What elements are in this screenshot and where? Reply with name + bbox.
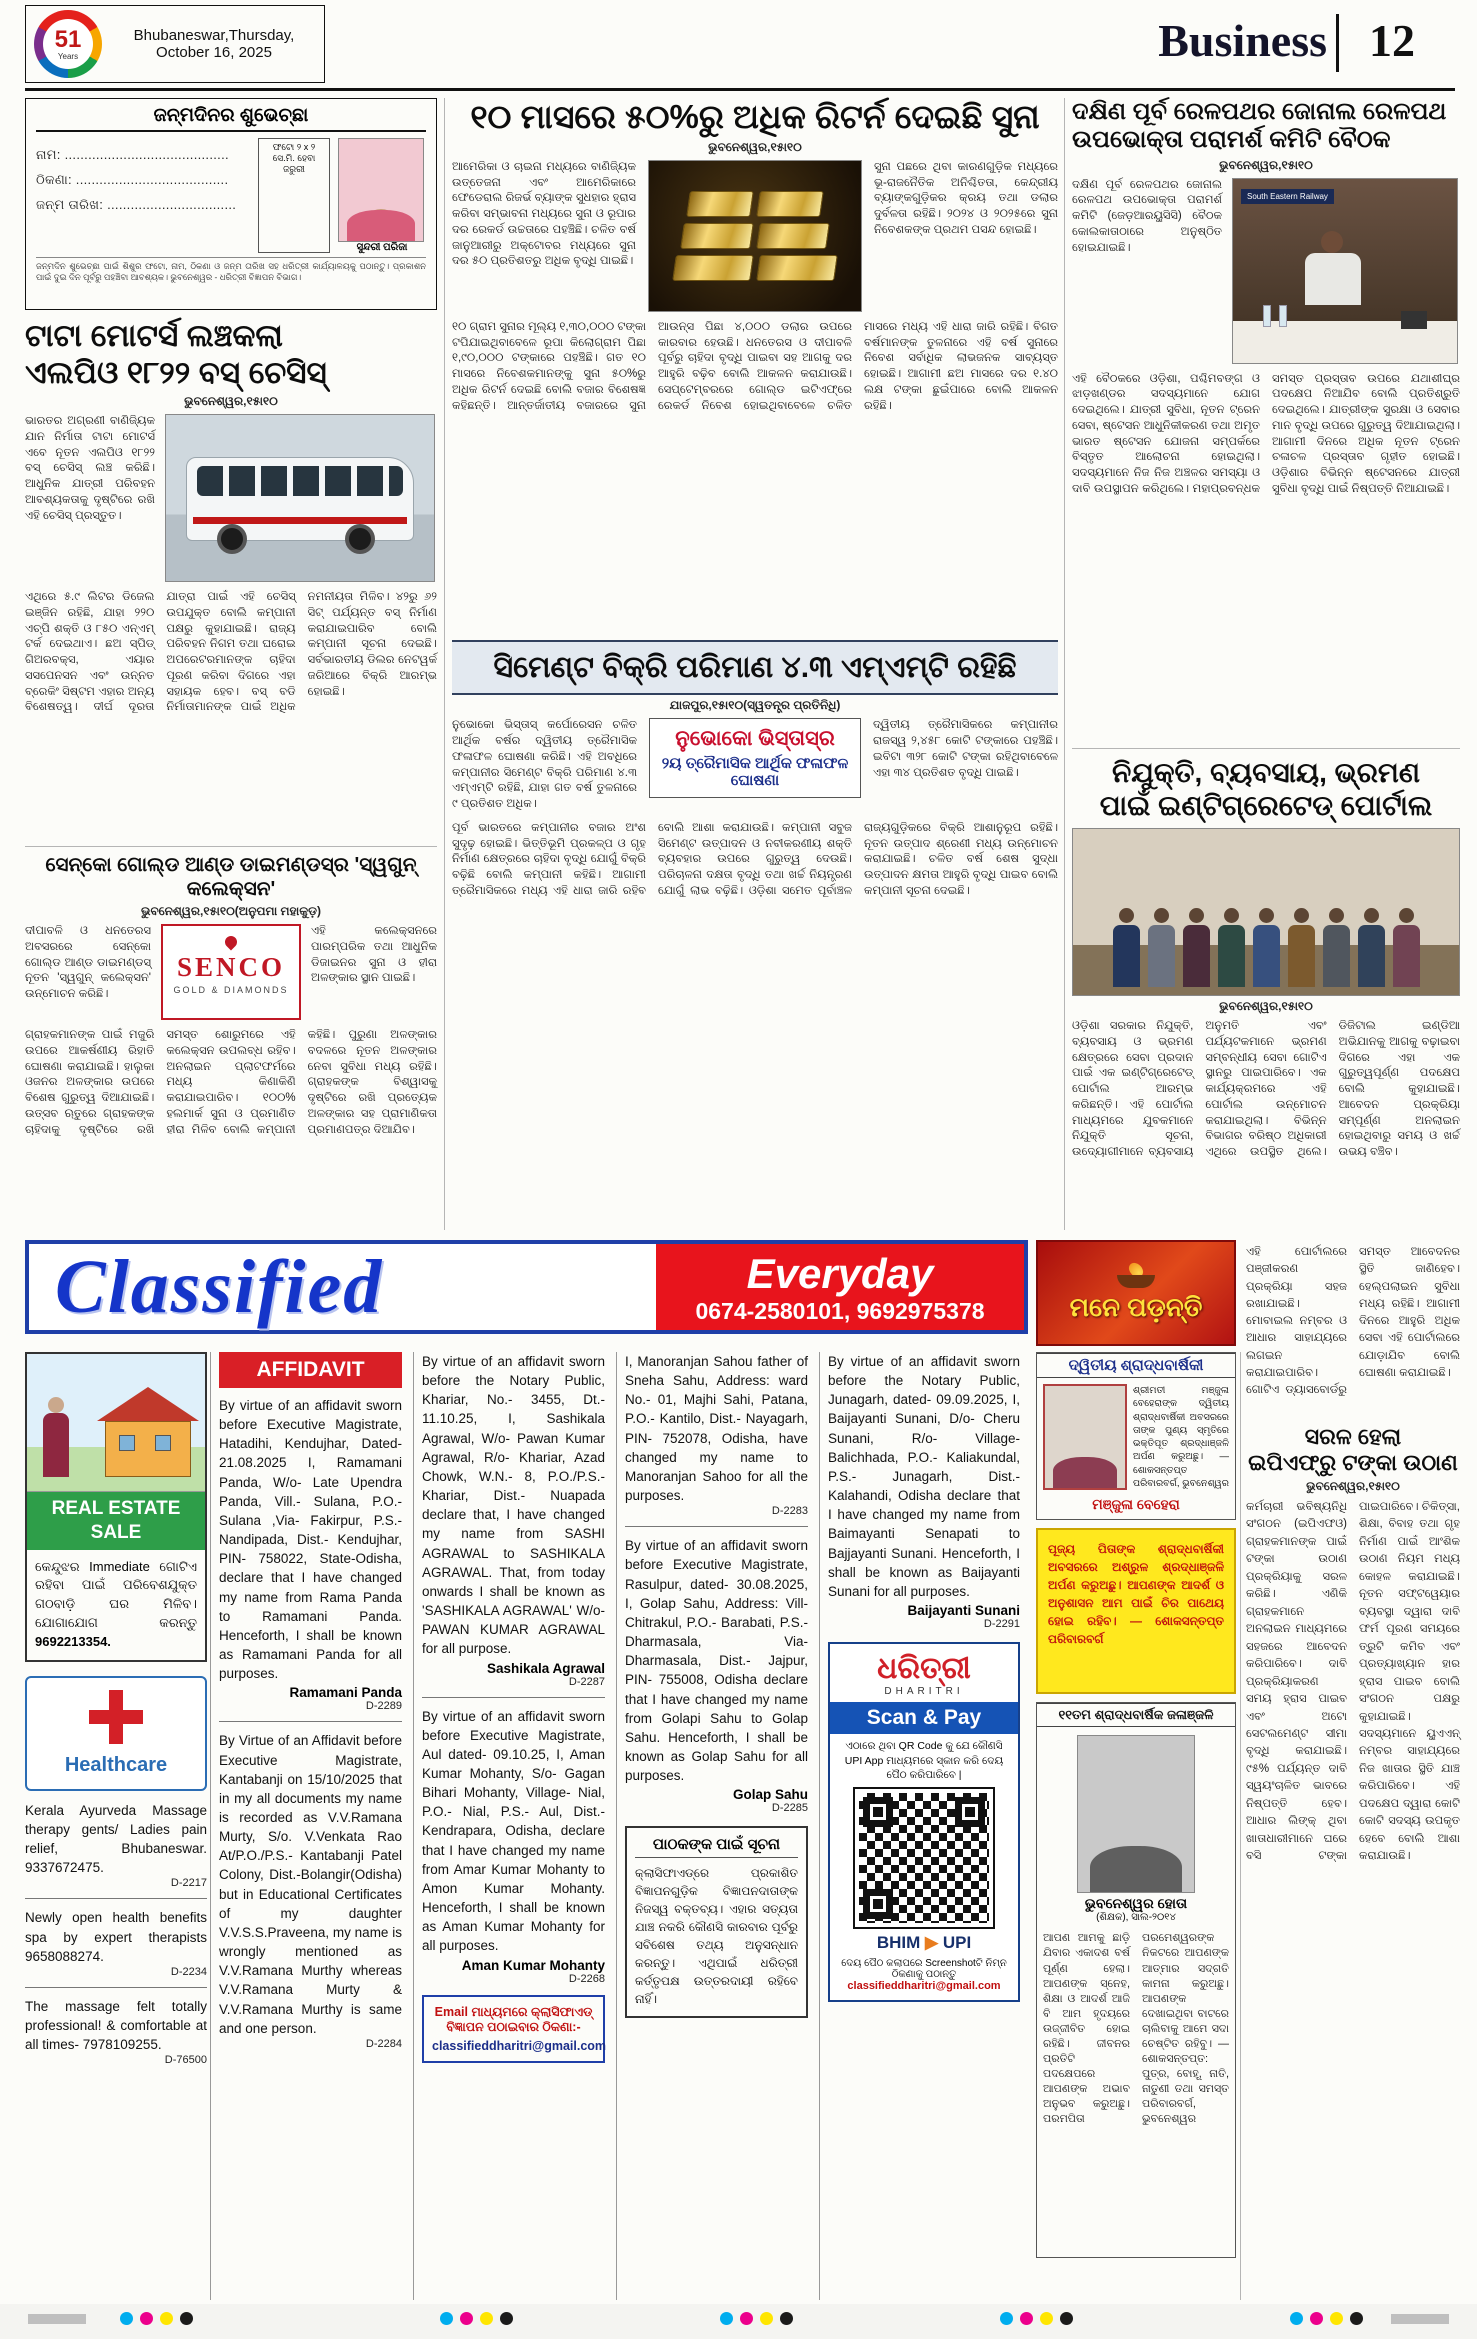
healthcare-ad-2-code: D-2234	[170, 1965, 207, 1978]
reader-notice-box	[625, 1826, 808, 2018]
memorial-ad-1	[1036, 1352, 1236, 1520]
affidavit-1-code: D-2289	[365, 1700, 402, 1713]
railway-body-lead: ଦକ୍ଷିଣ ପୂର୍ବ ରେଳପଥର ଜୋନାଲ ରେଳପଥ ଉପଭୋକ୍ତା ପରାମର୍ଶ କମିଟି (ଜେଡ଼ଆରୟୁସିସି) ବୈଠକ କୋଲକାତାଠାରେ ଅନୁଷ୍ଠିତ ହୋଇଯାଇଛି।	[1072, 178, 1222, 254]
birthday-wishes-box	[25, 98, 437, 310]
epf-byline: ଭୁବନେଶ୍ୱର,୧୫ା୧୦	[1306, 1478, 1400, 1493]
scan-pay-footer: ଦେୟ ପୈଠ କଲାପରେ Screenshotଟି ନିମ୍ନ ଠିକଣାକୁ ପଠାନ୍ତୁ	[841, 1958, 1007, 1981]
qr-code	[855, 1789, 993, 1927]
memorial-1-details: ଶ୍ରୀମତୀ ମଞ୍ଜୁଳା ବେହେରାଙ୍କ ଦ୍ୱିତୀୟ ଶ୍ରାଦ୍ଧବାର୍ଷିକୀ ଅବସରରେ ତାଙ୍କ ପୁଣ୍ୟ ସ୍ମୃତିରେ ଭକ୍ତିପୂତ ଶ୍ରଦ୍ଧାଞ୍ଜଳି ଅର୍ପଣ କରୁଅଛୁ। — ଶୋକସନ୍ତପ୍ତ ପରିବାରବର୍ଗ, ଭୁବନେଶ୍ୱର	[1133, 1385, 1229, 1490]
affidavit-4-body: By virtue of an affidavit sworn before Executive Magistrate, Aul dated- 09.10.25, I, Aman Kumar Mohanty, S/o- Gagan Bihari Mohanty, Village- Nial, P.O.- Nial, P.S.- Aul, Dist.- Kendrapara, Odisha, declare that I have changed my name from Amar Kumar Mohanty to Amon Kumar Mohanty. Henceforth, I shall be known as Aman Kumar Mohanty for all purposes.	[422, 1708, 605, 1954]
memorial-2-header: ୧୧ତମ ଶ୍ରାଦ୍ଧବାର୍ଷିକ ଜଳାଞ୍ଜଳି	[1037, 1703, 1235, 1727]
cement-headline: ସିମେଣ୍ଟ ବିକ୍ରି ପରିମାଣ ୪.୩ ଏମ୍ଏମ୍ଟି ରହିଛି	[452, 640, 1058, 695]
logo-years: 51	[54, 25, 82, 53]
reader-notice-title: ପାଠକଙ୍କ ପାଇଁ ସୂଚନା	[635, 1836, 798, 1858]
senco-drop-icon	[223, 934, 240, 951]
article-gold	[452, 98, 1058, 630]
railway-byline: ଭୁବନେଶ୍ୱର,୧୫ା୧୦	[1219, 157, 1313, 172]
healthcare-ad-1-body: Kerala Ayurveda Massage therapy gents/ Ladies pain relief, Bhubaneswar. 9337672475.	[25, 1802, 207, 1876]
bottom-strip	[0, 2304, 1477, 2339]
memorial-2-name: ଭୁବନେଶ୍ୱର ହୋତା	[1084, 1895, 1188, 1912]
affidavit-ad	[828, 1352, 1020, 1630]
affidavit-6-code: D-2285	[771, 1802, 808, 1815]
affidavit-ad	[219, 1396, 402, 1712]
affidavit-6-body: By virtue of an affidavit sworn before Executive Magistrate, Rasulpur, dated- 30.08.2025, I, Golap Sahu, Address: Vill- Chitrakul, P.O.- Barabati, P.S.- Dharmasala, Via- Dharmasala, Dist.- Jajpur, PIN- 755008, Odisha declare that I have changed my name from Golapi Sahu to Golap Sahu. Henceforth, I shall be known as Golap Sahu for all purposes.	[625, 1538, 808, 1784]
page-number: 12	[1369, 15, 1415, 66]
medical-cross-icon	[89, 1690, 143, 1744]
ad-divider	[422, 1697, 605, 1698]
article-separator	[1072, 748, 1460, 749]
affidavit-ad	[422, 1352, 605, 1688]
classified-everyday-label: Everyday	[746, 1249, 934, 1297]
classified-column-3	[413, 1352, 613, 2300]
scan-and-pay-label: Scan & Pay	[830, 1702, 1018, 1734]
real-estate-phone: 9692213354.	[35, 1633, 111, 1649]
email-notice-box	[422, 1995, 605, 2063]
registration-marks	[1000, 2312, 1073, 2325]
affidavit-1-body: By virtue of an affidavit sworn before Executive Magistrate, Hatadihi, Kendujhar, Dated- 21.08.2025 I, Ramamani Panda, W/o- Late Upendra Panda, Vill.- Sulana, P.O.-Sulana ,Via- Fakirpur, P.S.- Nandipada, Dist.- Kendujhar, PIN- 758022, State-Odisha, declare that I have changed my name from Rama Panda to Ramamani Panda. Henceforth, I shall be known as Ramamani Panda for all purposes.	[219, 1398, 402, 1682]
gold-body-rest: ୧୦ ଗ୍ରାମ ସୁନାର ମୂଲ୍ୟ ୧,୩୦,୦୦୦ ଟଙ୍କା ଟପିଯାଇଥିବାବେଳେ ରୂପା କିଲୋଗ୍ରାମ ପିଛା ୧,୯୦,୦୦୦ ଟଙ୍କାରେ ପହଞ୍ଚିଛି। ଗତ ୧୦ ମାସରେ ନିବେଶକମାନଙ୍କୁ ସୁନା ୫୦%ରୁ ଅଧିକ ରିଟର୍ନ ଦେଇଛି ବୋଲି ବଜାର ବିଶେଷଜ୍ଞ କହିଛନ୍ତି। ଆନ୍ତର୍ଜାତୀୟ ବଜାରରେ ସୁନା ଆଉନ୍ସ ପିଛା ୪,୦୦୦ ଡଲାର ଉପରେ କାରବାର ହେଉଛି। ଧନତେରସ ଓ ଦୀପାବଳି ପୂର୍ବରୁ ଚାହିଦା ବୃଦ୍ଧି ପାଇବା ସହ ଆଗକୁ ଦର ଆହୁରି ବଢ଼ିବ ବୋଲି ଆକଳନ କରାଯାଉଛି। ସେପ୍ଟେମ୍ବରରେ ଗୋଲ୍ଡ ଇଟିଏଫ୍‌ରେ ରେକର୍ଡ ନିବେଶ ହୋଇଥିବାବେଳେ ଚଳିତ ମାସରେ ମଧ୍ୟ ଏହି ଧାରା ଜାରି ରହିଛି। ବିଗତ ବର୍ଷମାନଙ୍କ ତୁଳନାରେ ଏହି ବର୍ଷ ସୁନାରେ ନିବେଶ ସର୍ବାଧିକ ଲାଭଜନକ ସାବ୍ୟସ୍ତ ହୋଇଛି। ଆଗାମୀ ଛଅ ମାସରେ ଦର ୧.୪୦ ଲକ୍ଷ ଟଙ୍କା ଛୁଇଁପାରେ ବୋଲି ଆକଳନ ରହିଛି।	[452, 320, 1058, 412]
registration-marks	[1290, 2312, 1363, 2325]
scan-pay-email: classifieddharitri@gmail.com	[847, 1980, 1001, 1993]
tata-headline-line2: ଏଲପିଓ ୧୮୨୨ ବସ୍ ଚେସିସ୍	[25, 354, 327, 390]
scan-pay-instructions: ଏଠାରେ ଥିବା QR Code କୁ ଯେ କୌଣସି UPI App ମାଧ୍ୟମରେ ସ୍କାନ କରି ଦେୟ ପୈଠ କରିପାରିବେ |	[844, 1740, 1004, 1782]
portal-body: ଓଡ଼ିଶା ସରକାର ନିଯୁକ୍ତି, ବ୍ୟବସାୟ ଓ ଭ୍ରମଣ କ୍ଷେତ୍ରରେ ସେବା ପ୍ରଦାନ ପାଇଁ ଏକ ଇଣ୍ଟିଗ୍ରେଟେଡ୍ ପୋର୍ଟାଲ ଆରମ୍ଭ କରିଛନ୍ତି। ଏହି ପୋର୍ଟାଲ ମାଧ୍ୟମରେ ଯୁବକମାନେ ନିଯୁକ୍ତି ସୂଚନା, ଉଦ୍ୟୋଗୀମାନେ ବ୍ୟବସାୟ ଅନୁମତି ଏବଂ ପର୍ଯ୍ୟଟକମାନେ ଭ୍ରମଣ ସମ୍ବନ୍ଧୀୟ ସେବା ଗୋଟିଏ ସ୍ଥାନରୁ ପାଇପାରିବେ। ଏକ କାର୍ଯ୍ୟକ୍ରମରେ ଏହି ପୋର୍ଟାଲ ଉନ୍ମୋଚନ କରାଯାଇଥିଲା। ବିଭିନ୍ନ ବିଭାଗର ବରିଷ୍ଠ ଅଧିକାରୀ ଏଥିରେ ଉପସ୍ଥିତ ଥିଲେ। ଡିଜିଟାଲ ଇଣ୍ଡିଆ ଅଭିଯାନକୁ ଆଗକୁ ବଢ଼ାଇବା ଦିଗରେ ଏହା ଏକ ଗୁରୁତ୍ୱପୂର୍ଣ୍ଣ ପଦକ୍ଷେପ ବୋଲି କୁହାଯାଇଛି। ଆବେଦନ ପ୍ରକ୍ରିୟା ସମ୍ପୂର୍ଣ୍ଣ ଅନଲାଇନ ହୋଇଥିବାରୁ ସମୟ ଓ ଖର୍ଚ୍ଚ ଉଭୟ ବଞ୍ଚିବ।	[1072, 1020, 1460, 1159]
affidavit-ad	[625, 1536, 808, 1814]
article-epf	[1246, 1424, 1460, 2259]
affidavit-4-signature: Aman Kumar Mohanty	[461, 1957, 605, 1973]
senco-body-rest: ଗ୍ରାହକମାନଙ୍କ ପାଇଁ ମଜୁରି ଉପରେ ଆକର୍ଷଣୀୟ ରିହାତି ଘୋଷଣା କରାଯାଇଛି। ହାଲୁକା ଓଜନର ଅଳଙ୍କାର ଉପରେ ବିଶେଷ ଗୁରୁତ୍ୱ ଦିଆଯାଇଛି। ଉତ୍ସବ ଋତୁରେ ଗ୍ରାହକଙ୍କ ଚାହିଦାକୁ ଦୃଷ୍ଟିରେ ରଖି ସମସ୍ତ ଶୋରୁମରେ ଏହି କଲେକ୍ସନ ଉପଲବ୍ଧ ରହିବ। ଅନଲାଇନ ପ୍ଲାଟଫର୍ମରେ ମଧ୍ୟ କିଣାକିଣି କରାଯାଇପାରିବ। ୧୦୦% ହଲମାର୍କ ସୁନା ଓ ପ୍ରମାଣିତ ହୀରା ମିଳିବ ବୋଲି କମ୍ପାନୀ କହିଛି। ପୁରୁଣା ଅଳଙ୍କାର ବଦଳରେ ନୂତନ ଅଳଙ୍କାର ନେବା ସୁବିଧା ମଧ୍ୟ ରହିଛି। ଗ୍ରାହକଙ୍କ ବିଶ୍ୱାସକୁ ଦୃଷ୍ଟିରେ ରଖି ପ୍ରତ୍ୟେକ ଅଳଙ୍କାର ସହ ପ୍ରାମାଣିକତା ପ୍ରମାଣପତ୍ର ଦିଆଯିବ।	[25, 1029, 437, 1136]
portal-body-more: ଏହି ପୋର୍ଟାଲରେ ପଞ୍ଜୀକରଣ ପ୍ରକ୍ରିୟା ସହଜ ରଖାଯାଇଛି। ମୋବାଇଲ ନମ୍ବର ଓ ଆଧାର ସାହାଯ୍ୟରେ ଲଗଇନ କରାଯାଇପାରିବ। ଗୋଟିଏ ଡ୍ୟାସବୋର୍ଡରୁ ସମସ୍ତ ଆବେଦନର ସ୍ଥିତି ଜାଣିହେବ। ହେଲ୍ପଲାଇନ ସୁବିଧା ମଧ୍ୟ ରହିଛି। ଆଗାମୀ ଦିନରେ ଆହୁରି ଅଧିକ ସେବା ଏହି ପୋର୍ଟାଲରେ ଯୋଡ଼ାଯିବ ବୋଲି ଘୋଷଣା କରାଯାଇଛି।	[1246, 1246, 1460, 1396]
registration-marks	[720, 2312, 793, 2325]
classified-banner	[25, 1240, 1028, 1334]
cement-body-left: ନୁଭୋକୋ ଭିସ୍ତାସ୍ କର୍ପୋରେସନ ଚଳିତ ଆର୍ଥିକ ବର୍ଷର ଦ୍ୱିତୀୟ ତ୍ରୈମାସିକ ଫଳାଫଳ ଘୋଷଣା କରିଛି। ଏହି ଅବଧିରେ କମ୍ପାନୀର ସିମେଣ୍ଟ ବିକ୍ରି ପରିମାଣ ୪.୩ ଏମ୍ଏମ୍ଟି ରହିଛି, ଯାହା ଗତ ବର୍ଷ ତୁଳନାରେ ୯ ପ୍ରତିଶତ ଅଧିକ।	[452, 719, 637, 811]
healthcare-label: Healthcare	[64, 1753, 168, 1776]
affidavit-7-body: By virtue of an affidavit sworn before the Notary Public, Junagarh, dated- 09.09.2025, I, Baijayanti Sunani, D/o- Cheru Sunani, R/o- Village- Balichhada, P.O.- Kaliakundal, P.S.- Junagarh, Dist.- Kalahandi, Odisha declare that I have changed my name from Baimayanti Senapati to Bajjayanti Sunani. Henceforth, I shall be known as Baijayanti Sunani for all purposes.	[828, 1354, 1020, 1599]
affidavit-5-code: D-2283	[771, 1505, 808, 1518]
railway-meeting-photo	[1232, 178, 1458, 364]
railway-headline-line1: ଦକ୍ଷିଣ ପୂର୍ବ ରେଳପଥର ଜୋନାଲ ରେଳପଥ	[1072, 98, 1447, 125]
header-rule	[25, 88, 1455, 91]
classified-column-2	[210, 1352, 410, 2300]
healthcare-ad-2	[25, 1908, 207, 1977]
bhim-word: BHIM	[876, 1933, 921, 1953]
article-senco	[25, 854, 437, 1240]
epf-headline-line1: ସରଳ ହେଲା	[1304, 1424, 1402, 1449]
cement-body-right: ଦ୍ୱିତୀୟ ତ୍ରୈମାସିକରେ କମ୍ପାନୀର ରାଜସ୍ୱ ୨,୪୫୮ କୋଟି ଟଙ୍କାରେ ପହଞ୍ଚିଛି। ଇବିଟା ୩୨୮ କୋଟି ଟଙ୍କା ରହିଥିବାବେଳେ ଏହା ୩୪ ପ୍ରତିଶତ ବୃଦ୍ଧି ପାଇଛି।	[873, 719, 1058, 779]
classified-contact-panel	[656, 1244, 1024, 1330]
portal-continuation	[1246, 1244, 1460, 1412]
water-bottle	[1279, 305, 1287, 327]
real-estate-band-line1: REAL ESTATE	[51, 1498, 181, 1519]
memorial-1-name: ମଞ୍ଜୁଳା ବେହେରା	[1092, 1496, 1180, 1513]
dateline-line1: Bhubaneswar,Thursday,	[133, 27, 295, 44]
column-rule	[1064, 98, 1065, 1230]
tata-headline-line1: ଟାଟା ମୋଟର୍ସ ଲଞ୍ଚକଲା	[25, 318, 283, 353]
portal-headline-line2: ପାଇଁ ଇଣ୍ଟିଗ୍ରେଟେଡ୍ ପୋର୍ଟାଲ	[1099, 790, 1433, 822]
remembrance-title: ମନେ ପଡ଼ନ୍ତି	[1069, 1292, 1203, 1322]
affidavit-3-body: By virtue of an affidavit sworn before the Notary Public, Khariar, No.- 3455, Dt.- 11.10.25, I, Sashikala Agrawal, W/o- Pawan Kumar Agrawal, R/o- Khariar, Azad Chowk, W.N.- 8, P.O./P.S.- Khariar, Dist.- Nuapada declare that, I have changed my name from SASHI AGRAWAL to SASHIKALA AGRAWAL. That, from today onwards I shall be known as 'SASHIKALA AGRAWAL' W/o- PAWAN KUMAR AGRAWAL for all purpose.	[422, 1354, 605, 1657]
senco-body-left: ଦୀପାବଳି ଓ ଧନତେରସ ଅବସରରେ ସେନ୍କୋ ଗୋଲ୍ଡ ଆଣ୍ଡ ଡାଇମଣ୍ଡସ୍ ନୂତନ 'ସ୍ୱଗୁନ୍ କଲେକ୍ସନ' ଉନ୍ମୋଚନ କରିଛି।	[25, 925, 151, 1001]
reader-notice-body: କ୍ଲାସିଫାଏଡ୍‌ରେ ପ୍ରକାଶିତ ବିଜ୍ଞାପନଗୁଡ଼ିକ ବିଜ୍ଞାପନଦାତାଙ୍କ ନିଜସ୍ୱ ବକ୍ତବ୍ୟ। ଏହାର ସତ୍ୟତା ଯାଞ୍ଚ ନକରି କୌଣସି କାରବାର ପୂର୍ବରୁ ସବିଶେଷ ତଥ୍ୟ ଅନୁସନ୍ଧାନ କରନ୍ତୁ। ଏଥିପାଇଁ ଧରିତ୍ରୀ କର୍ତ୍ତୃପକ୍ଷ ଉତ୍ତରଦାୟୀ ରହିବେ ନାହିଁ।	[635, 1866, 798, 2007]
article-railway	[1072, 98, 1460, 732]
article-cement	[452, 640, 1058, 1151]
header-divider	[1336, 14, 1339, 72]
affidavit-ad	[625, 1352, 808, 1517]
birthday-photo-note: ଫଟୋ ୨ x ୨ ସେ.ମି. ହେବା ଜରୁରୀ	[258, 138, 330, 253]
gold-body-left: ଆମେରିକା ଓ ଚାଇନା ମଧ୍ୟରେ ବାଣିଜ୍ୟିକ ଉତ୍ତେଜନା ଏବଂ ଆମେରିକାରେ ଫେଡେରାଲ ରିଜର୍ଭ ବ୍ୟାଙ୍କ ସୁଧହାର ହ୍ରାସ କରିବା ସମ୍ଭାବନା ମଧ୍ୟରେ ସୁନା ଓ ରୂପାର ଦର ରେକର୍ଡ ଉଚ୍ଚତାରେ ପହଞ୍ଚିଛି। ଚଳିତ ବର୍ଷ ଜାନୁଆରୀରୁ ଅକ୍ଟୋବର ମଧ୍ୟରେ ସୁନା ଦର ୫୦ ପ୍ରତିଶତରୁ ଅଧିକ ବୃଦ୍ଧି ପାଇଛି।	[452, 160, 636, 268]
memorial-ad-2	[1036, 1702, 1236, 2258]
ad-divider	[219, 1721, 402, 1722]
classified-column-5	[819, 1352, 1028, 2300]
affidavit-3-code: D-2287	[568, 1675, 605, 1688]
affidavit-ad	[422, 1707, 605, 1985]
logo-years-label: Years	[57, 51, 79, 61]
healthcare-ad-3	[25, 1997, 207, 2066]
real-estate-band-line2: SALE	[90, 1521, 142, 1543]
section-title: Business	[1158, 15, 1327, 66]
affidavit-4-code: D-2268	[568, 1972, 605, 1985]
dharitri-scan-pay-box	[828, 1642, 1020, 2002]
affidavit-2-body: By Virtue of an Affidavit before Executive Magistrate, Kantabanji on 15/10/2025 that in my all documents my name is recorded as V.V.Ramana Murty, S/o. V.Venkata Rao At/P.O./P.S.- Kantabanji Patel Colony, Dist.-Bolangir(Odisha) but in Educational Certificates of my daughter V.V.S.S.Praveena, my name is wrongly mentioned as V.V.Ramana Murthy whereas V.V.Ramana Murty & V.V.Ramana Murthy is same and one person.	[219, 1733, 402, 2036]
affidavit-6-signature: Golap Sahu	[732, 1787, 808, 1803]
senco-headline: ସେନ୍କୋ ଗୋଲ୍ଡ ଆଣ୍ଡ ଡାଇମଣ୍ଡସ୍ର 'ସ୍ୱଗୁନ୍ କଲେକ୍ସନ'	[45, 854, 417, 900]
dharitri-brand-odia: ଧରିତ୍ରୀ	[877, 1652, 971, 1686]
upi-word: UPI	[942, 1933, 972, 1953]
column-rule	[1240, 1352, 1241, 2300]
article-portal	[1072, 756, 1460, 1247]
affidavit-header: AFFIDAVIT	[219, 1352, 402, 1388]
senco-byline: ଭୁବନେଶ୍ୱର,୧୫ା୧୦(ଅନୁପମା ମହାକୁଡ଼)	[141, 904, 321, 919]
registration-marks	[440, 2312, 513, 2325]
diya-lamp-icon	[1113, 1262, 1159, 1288]
portal-headline-line1: ନିଯୁକ୍ତି, ବ୍ୟବସାୟ, ଭ୍ରମଣ	[1111, 757, 1421, 788]
child-name: ସୁନ୍ଦରୀ ପରିଜା	[356, 242, 408, 253]
healthcare-ad-3-code: D-76500	[164, 2054, 207, 2067]
memorial-yellow-ad: ପୂଜ୍ୟ ପିତାଙ୍କ ଶ୍ରାଦ୍ଧବାର୍ଷିକୀ ଅବସରରେ ଅଶ୍ରୁଳ ଶ୍ରଦ୍ଧାଞ୍ଜଳି ଅର୍ପଣ କରୁଅଛୁ। ଆପଣଙ୍କ ଆଦର୍ଶ ଓ ଅନୁଶାସନ ଆମ ପାଇଁ ଚିର ପାଥେୟ ହୋଇ ରହିବ। — ଶୋକସନ୍ତପ୍ତ ପରିବାରବର୍ଗ	[1036, 1528, 1236, 1694]
healthcare-ad-2-body: Newly open health benefits spa by expert therapists 9658088274.	[25, 1910, 207, 1964]
bus-photo	[165, 414, 435, 582]
nuvoco-results-box	[649, 718, 861, 798]
column-rule	[444, 98, 445, 1230]
ad-divider	[25, 1987, 207, 1988]
memorial-column	[1036, 1352, 1236, 2258]
registration-bar	[28, 2314, 86, 2324]
upi-triangle-icon: ▶	[925, 1933, 939, 1953]
ad-divider	[25, 1898, 207, 1899]
launch-group-photo	[1072, 828, 1460, 996]
email-notice-label: Email ମାଧ୍ୟମରେ କ୍ଲାସିଫାଏଡ୍ ବିଜ୍ଞାପନ ପଠାଇବାର ଠିକଣା:-	[434, 2004, 593, 2034]
railway-body-rest: ଏହି ବୈଠକରେ ଓଡ଼ିଶା, ପଶ୍ଚିମବଙ୍ଗ ଓ ଝାଡ଼ଖଣ୍ଡର ସଦସ୍ୟମାନେ ଯୋଗ ଦେଇଥିଲେ। ଯାତ୍ରୀ ସୁବିଧା, ନୂତନ ଟ୍ରେନ ସେବା, ଷ୍ଟେସନ ଆଧୁନିକୀକରଣ ତଥା ଅମୃତ ଭାରତ ଷ୍ଟେସନ ଯୋଜନା ସମ୍ପର୍କରେ ବିସ୍ତୃତ ଆଲୋଚନା ହୋଇଥିଲା। ସଦସ୍ୟମାନେ ନିଜ ନିଜ ଅଞ୍ଚଳର ସମସ୍ୟା ଓ ଦାବି ଉପସ୍ଥାପନ କରିଥିଲେ। ମହାପ୍ରବନ୍ଧକ ସମସ୍ତ ପ୍ରସ୍ତାବ ଉପରେ ଯଥାଶୀଘ୍ର ପଦକ୍ଷେପ ନିଆଯିବ ବୋଲି ପ୍ରତିଶ୍ରୁତି ଦେଇଥିଲେ। ଯାତ୍ରୀଙ୍କ ସୁରକ୍ଷା ଓ ସେବାର ମାନ ବୃଦ୍ଧି ଉପରେ ଗୁରୁତ୍ୱ ଦିଆଯାଇଥିଲା। ଆଗାମୀ ଦିନରେ ଅଧିକ ନୂତନ ଟ୍ରେନ ଚଳାଚଳ ପ୍ରସ୍ତାବ ଗୃହୀତ ହୋଇଛି। ଓଡ଼ିଶାର ବିଭିନ୍ନ ଷ୍ଟେସନରେ ଯାତ୍ରୀ ସୁବିଧା ବୃଦ୍ଧି ପାଇଁ ନିଷ୍ପତ୍ତି ନିଆଯାଇଛି।	[1072, 372, 1460, 495]
classified-banner-title: Classified	[55, 1244, 384, 1329]
birthday-field-dob: ଜନ୍ମ ତାରିଖ: .................................	[36, 197, 237, 212]
classified-column-1	[25, 1352, 207, 2300]
speaker-head	[1321, 231, 1343, 253]
cement-body-rest: ପୂର୍ବ ଭାରତରେ କମ୍ପାନୀର ବଜାର ଅଂଶ ସୁଦୃଢ଼ ହୋଇଛି। ଭିତ୍ତିଭୂମି ପ୍ରକଳ୍ପ ଓ ଗୃହ ନିର୍ମାଣ କ୍ଷେତ୍ରରେ ଚାହିଦା ବୃଦ୍ଧି ଯୋଗୁଁ ବିକ୍ରି ବଢ଼ିଛି ବୋଲି କମ୍ପାନୀ କହିଛି। ଆଗାମୀ ତ୍ରୈମାସିକରେ ମଧ୍ୟ ଏହି ଧାରା ଜାରି ରହିବ ବୋଲି ଆଶା କରାଯାଉଛି। କମ୍ପାନୀ ସବୁଜ ସିମେଣ୍ଟ ଉତ୍ପାଦନ ଓ ନବୀକରଣୀୟ ଶକ୍ତି ବ୍ୟବହାର ଉପରେ ଗୁରୁତ୍ୱ ଦେଉଛି। ପରିଚାଳନା ଦକ୍ଷତା ବୃଦ୍ଧି ତଥା ଖର୍ଚ୍ଚ ନିୟନ୍ତ୍ରଣ ଯୋଗୁଁ ଲାଭ ବଢ଼ିଛି। ଓଡ଼ିଶା ସମେତ ପୂର୍ବାଞ୍ଚଳ ରାଜ୍ୟଗୁଡ଼ିକରେ ବିକ୍ରି ଆଶାନୁରୂପ ରହିଛି। ନୂତନ ଉତ୍ପାଦ ଶ୍ରେଣୀ ମଧ୍ୟ ଉନ୍ମୋଚନ କରାଯାଇଛି। ଚଳିତ ବର୍ଷ ଶେଷ ସୁଦ୍ଧା ଉତ୍ପାଦନ କ୍ଷମତା ଆହୁରି ବୃଦ୍ଧି ପାଇବ ବୋଲି କମ୍ପାନୀ ସୂଚନା ଦେଇଛି।	[452, 821, 1058, 897]
healthcare-ad-1	[25, 1801, 207, 1890]
tata-byline: ଭୁବନେଶ୍ୱର,୧୫ା୧୦	[184, 394, 278, 409]
memorial-1-photo	[1043, 1384, 1127, 1490]
child-photo	[338, 138, 424, 242]
healthcare-logo-box	[25, 1676, 207, 1791]
affidavit-3-signature: Sashikala Agrawal	[486, 1660, 605, 1676]
healthcare-ad-3-body: The massage felt totally professional! & comfortable at all times- 7978109255.	[25, 1998, 207, 2053]
dharitri-anniversary-logo	[34, 10, 102, 78]
epf-body: କର୍ମଚାରୀ ଭବିଷ୍ୟନିଧି ସଂଗଠନ (ଇପିଏଫଓ) ଗ୍ରାହକମାନଙ୍କ ପାଇଁ ଟଙ୍କା ଉଠାଣ ପ୍ରକ୍ରିୟାକୁ ସରଳ କରିଛି। ଏଣିକି ଗ୍ରାହକମାନେ ଅନଲାଇନ ମାଧ୍ୟମରେ ସହଜରେ ଆବେଦନ କରିପାରିବେ। ଦାବି ପ୍ରକ୍ରିୟାକରଣ ସମୟ ହ୍ରାସ ପାଇବ ଏବଂ ଅଟୋ ସେଟଲମେଣ୍ଟ ସୀମା ବୃଦ୍ଧି କରାଯାଇଛି। ୯୫% ପର୍ଯ୍ୟନ୍ତ ଦାବି ସ୍ୱୟଂଚାଳିତ ଭାବରେ ନିଷ୍ପତ୍ତି ହେବ। ଆଧାର ଲିଙ୍କ୍ ଥିବା ଖାତାଧାରୀମାନେ ଘରେ ବସି ଟଙ୍କା ପାଇପାରିବେ। ଚିକିତ୍ସା, ଶିକ୍ଷା, ବିବାହ ତଥା ଗୃହ ନିର୍ମାଣ ପାଇଁ ଆଂଶିକ ଉଠାଣ ନିୟମ ମଧ୍ୟ କୋହଳ କରାଯାଇଛି। ନୂତନ ସଫ୍ଟୱେୟାର ବ୍ୟବସ୍ଥା ଦ୍ୱାରା ଦାବି ଫର୍ମ ପୂରଣ ସମୟରେ ତ୍ରୁଟି କମିବ ଏବଂ ପ୍ରତ୍ୟାଖ୍ୟାନ ହାର ହ୍ରାସ ପାଇବ ବୋଲି ସଂଗଠନ ପକ୍ଷରୁ କୁହାଯାଇଛି। ସଦସ୍ୟମାନେ ୟୁଏଏନ୍ ନମ୍ବର ସାହାଯ୍ୟରେ ନିଜ ଖାତାର ସ୍ଥିତି ଯାଞ୍ଚ କରିପାରିବେ। ଏହି ପଦକ୍ଷେପ ଦ୍ୱାରା କୋଟି କୋଟି ସଦସ୍ୟ ଉପକୃତ ହେବେ ବୋଲି ଆଶା କରାଯାଉଛି।	[1246, 1500, 1460, 1863]
gold-byline: ଭୁବନେଶ୍ୱର,୧୫ା୧୦	[708, 139, 802, 154]
dharitri-brand-en: DHARITRI	[884, 1686, 964, 1698]
memorial-2-details: ଆପଣ ଆମକୁ ଛାଡ଼ି ଯିବାର ଏକାଦଶ ବର୍ଷ ପୂର୍ଣ୍ଣ ହେଲା। ଆପଣଙ୍କ ସ୍ନେହ, ଶିକ୍ଷା ଓ ଆଦର୍ଶ ଆଜି ବି ଆମ ହୃଦୟରେ ଉଜ୍ଜୀବିତ ହୋଇ ରହିଛି। ଜୀବନର ପ୍ରତିଟି ପଦକ୍ଷେପରେ ଆପଣଙ୍କ ଅଭାବ ଅନୁଭବ କରୁଅଛୁ। ପରମପିତା ପରମେଶ୍ୱରଙ୍କ ନିକଟରେ ଆପଣଙ୍କ ଆତ୍ମାର ସଦ୍‌ଗତି କାମନା କରୁଅଛୁ। ଆପଣଙ୍କ ଦେଖାଇଥିବା ବାଟରେ ଚାଲିବାକୁ ଆମେ ସଦା ଚେଷ୍ଟିତ ରହିବୁ। — ଶୋକସନ୍ତପ୍ତ: ପୁତ୍ର, ବୋହୂ, ନାତି, ନାତୁଣୀ ତଥା ସମସ୍ତ ପରିବାରବର୍ଗ, ଭୁବନେଶ୍ୱର	[1043, 1932, 1229, 2126]
speaker-body	[1305, 253, 1361, 305]
bhim-upi-logo	[838, 1933, 1010, 1953]
senco-logo-sub: GOLD & DIAMONDS	[173, 985, 289, 996]
gold-headline: ୧୦ ମାସରେ ୫୦%ରୁ ଅଧିକ ରିଟର୍ନ ଦେଇଛି ସୁନା	[470, 98, 1040, 135]
birthday-small-print: ଜନ୍ମଦିନ ଶୁଭେଚ୍ଛା ପାଇଁ ଶିଶୁର ଫଟୋ, ନାମ, ଠିକଣା ଓ ଜନ୍ମ ତାରିଖ ସହ ଧରିତ୍ରୀ କାର୍ଯ୍ୟାଳୟକୁ ପଠାନ୍ତୁ। ପ୍ରକାଶନ ପାଇଁ ଦୁଇ ଦିନ ପୂର୍ବରୁ ପହଞ୍ଚିବା ଆବଶ୍ୟକ। ଭୁବନେଶ୍ୱର - ଧରିତ୍ରୀ ବିଜ୍ଞାପନ ବିଭାଗ।	[36, 257, 426, 283]
microphone	[1401, 311, 1427, 329]
gold-body-right: ସୁନା ପଛରେ ଥିବା କାରଣଗୁଡ଼ିକ ମଧ୍ୟରେ ଭୂ-ରାଜନୈତିକ ଅନିଶ୍ଚିତତା, କେନ୍ଦ୍ରୀୟ ବ୍ୟାଙ୍କଗୁଡ଼ିକର କ୍ରୟ ତଥା ଡଲାର ଦୁର୍ବଳତା ରହିଛି। ୨୦୨୪ ଓ ୨୦୨୫ରେ ସୁନା ନିବେଶକଙ୍କ ପ୍ରଥମ ପସନ୍ଦ ହୋଇଛି।	[874, 160, 1058, 236]
portal-byline: ଭୁବନେଶ୍ୱର,୧୫ା୧୦	[1219, 999, 1313, 1014]
real-estate-body: କେନ୍ଦୁଝର Immediate ଗୋଟିଏ ରହିବା ପାଇଁ ପରିବେଶଯୁକ୍ତ ଗଠବାଡ଼ି ଘର ମିଳିବ। ଯୋଗାଯୋଗ କରନ୍ତୁ	[35, 1558, 197, 1631]
healthcare-ad-1-code: D-2217	[170, 1877, 207, 1890]
article-separator	[25, 846, 437, 847]
tata-body-lead: ଭାରତର ଅଗ୍ରଣୀ ବାଣିଜ୍ୟିକ ଯାନ ନିର୍ମାତା ଟାଟା ମୋଟର୍ସ ଏବେ ନୂତନ ଏଲପିଓ ୧୮୨୨ ବସ୍ ଚେସିସ୍ ଲଞ୍ଚ କରିଛି। ଆଧୁନିକ ଯାତ୍ରୀ ପରିବହନ ଆବଶ୍ୟକତାକୁ ଦୃଷ୍ଟିରେ ରଖି ଏହି ଚେସିସ୍ ପ୍ରସ୍ତୁତ।	[25, 415, 155, 522]
gold-bars-photo	[648, 160, 862, 312]
cement-byline: ଯାଜପୁର,୧୫ା୧୦(ସ୍ୱତନ୍ତ୍ର ପ୍ରତିନିଧି)	[669, 698, 841, 713]
registration-marks	[120, 2312, 193, 2325]
email-notice-address: classifieddharitri@gmail.com	[432, 2038, 607, 2053]
memorial-2-subtitle: (ଶିକ୍ଷକ), ସାଲ-୨୦୧୪	[1096, 1912, 1176, 1924]
birthday-box-title: ଜନ୍ମଦିନର ଶୁଭେଚ୍ଛା	[36, 105, 426, 132]
senco-logo-word: SENCO	[176, 952, 286, 983]
epf-headline-line2: ଇପିଏଫ୍‌ରୁ ଟଙ୍କା ଉଠାଣ	[1248, 1449, 1458, 1475]
tata-body-rest: ଏଥିରେ ୫.୯ ଲିଟର ଡିଜେଲ ଇଞ୍ଜିନ ରହିଛି, ଯାହା ୨୨୦ ଏଚ୍‌ପି ଶକ୍ତି ଓ ୮୫୦ ଏନ୍‌ଏମ୍ ଟର୍କ ଦେଇଥାଏ। ଛଅ ସ୍ପିଡ୍ ଗିଅରବକ୍ସ, ଏୟାର ସସପେନସନ ଏବଂ ଉନ୍ନତ ବ୍ରେକିଂ ସିଷ୍ଟମ ଏହାର ଅନ୍ୟ ବିଶେଷତ୍ୱ। ଦୀର୍ଘ ଦୂରତା ଯାତ୍ରା ପାଇଁ ଏହି ଚେସିସ୍ ଉପଯୁକ୍ତ ବୋଲି କମ୍ପାନୀ ପକ୍ଷରୁ କୁହାଯାଇଛି। ରାଜ୍ୟ ପରିବହନ ନିଗମ ତଥା ଘରୋଇ ଅପରେଟରମାନଙ୍କ ଚାହିଦା ପୂରଣ କରିବା ଦିଗରେ ଏହା ସହାୟକ ହେବ। ବସ୍ ବଡି ନିର୍ମାତାମାନଙ୍କ ପାଇଁ ଅଧିକ ନମନୀୟତା ମିଳିବ। ୪୨ରୁ ୬୨ ସିଟ୍ ପର୍ଯ୍ୟନ୍ତ ବସ୍ ନିର୍ମାଣ କରାଯାଇପାରିବ ବୋଲି କମ୍ପାନୀ ସୂଚନା ଦେଇଛି। ସର୍ବଭାରତୀୟ ଡିଲର ନେଟୱର୍କ ଜରିଆରେ ବିକ୍ରି ଆରମ୍ଭ ହୋଇଛି।	[25, 591, 437, 714]
affidavit-2-code: D-2284	[365, 2037, 402, 2050]
masthead	[25, 5, 325, 83]
birthday-field-address: ଠିକଣା: .......................................	[36, 172, 229, 187]
nuvoco-box-subtitle: ୨ୟ ତ୍ରୈମାସିକ ଆର୍ଥିକ ଫଳାଫଳ ଘୋଷଣା	[661, 755, 849, 790]
affidavit-1-signature: Ramamani Panda	[289, 1685, 402, 1701]
registration-bar	[1391, 2314, 1449, 2324]
remembrance-ad-box	[1036, 1240, 1236, 1346]
dateline-line2: October 16, 2025	[156, 44, 272, 61]
memorial-2-photo	[1077, 1735, 1195, 1893]
ad-divider	[625, 1526, 808, 1527]
railway-photo-banner: South Eastern Railway	[1241, 189, 1334, 204]
railway-headline-line2: ଉପଭୋକ୍ତା ପରାମର୍ଶ କମିଟି ବୈଠକ	[1072, 126, 1391, 154]
real-estate-ad	[25, 1352, 207, 1662]
senco-logo	[161, 924, 301, 1020]
water-bottle	[1263, 305, 1271, 327]
senco-body-right: ଏହି କଲେକ୍ସନରେ ପାରମ୍ପରିକ ତଥା ଆଧୁନିକ ଡିଜାଇନର ସୁନା ଓ ହୀରା ଅଳଙ୍କାର ସ୍ଥାନ ପାଇଛି।	[311, 925, 437, 985]
memorial-1-header: ଦ୍ୱିତୀୟ ଶ୍ରାଦ୍ଧବାର୍ଷିକୀ	[1037, 1353, 1235, 1378]
affidavit-5-body: I, Manoranjan Sahou father of Sneha Sahu, Address: ward No.- 01, Majhi Sahi, Patana, P.O.- Kantilo, Dist.- Nayagarh, PIN- 752078, Odisha, have changed my name to Manoranjan Sahoo for all the purposes.	[625, 1354, 808, 1504]
classified-column-4	[616, 1352, 816, 2300]
affidavit-ad	[219, 1731, 402, 2050]
affidavit-7-signature: Baijayanti Sunani	[907, 1603, 1020, 1619]
classified-phone-numbers: 0674-2580101, 9692975378	[695, 1297, 985, 1324]
birthday-field-name: ନାମ: ..........................................	[36, 147, 229, 162]
article-tata-motors	[25, 318, 437, 892]
affidavit-7-code: D-2291	[983, 1618, 1020, 1631]
house-illustration	[27, 1354, 205, 1492]
nuvoco-box-title: ନୁଭୋକୋ ଭିସ୍ତାସ୍ର	[675, 727, 835, 751]
